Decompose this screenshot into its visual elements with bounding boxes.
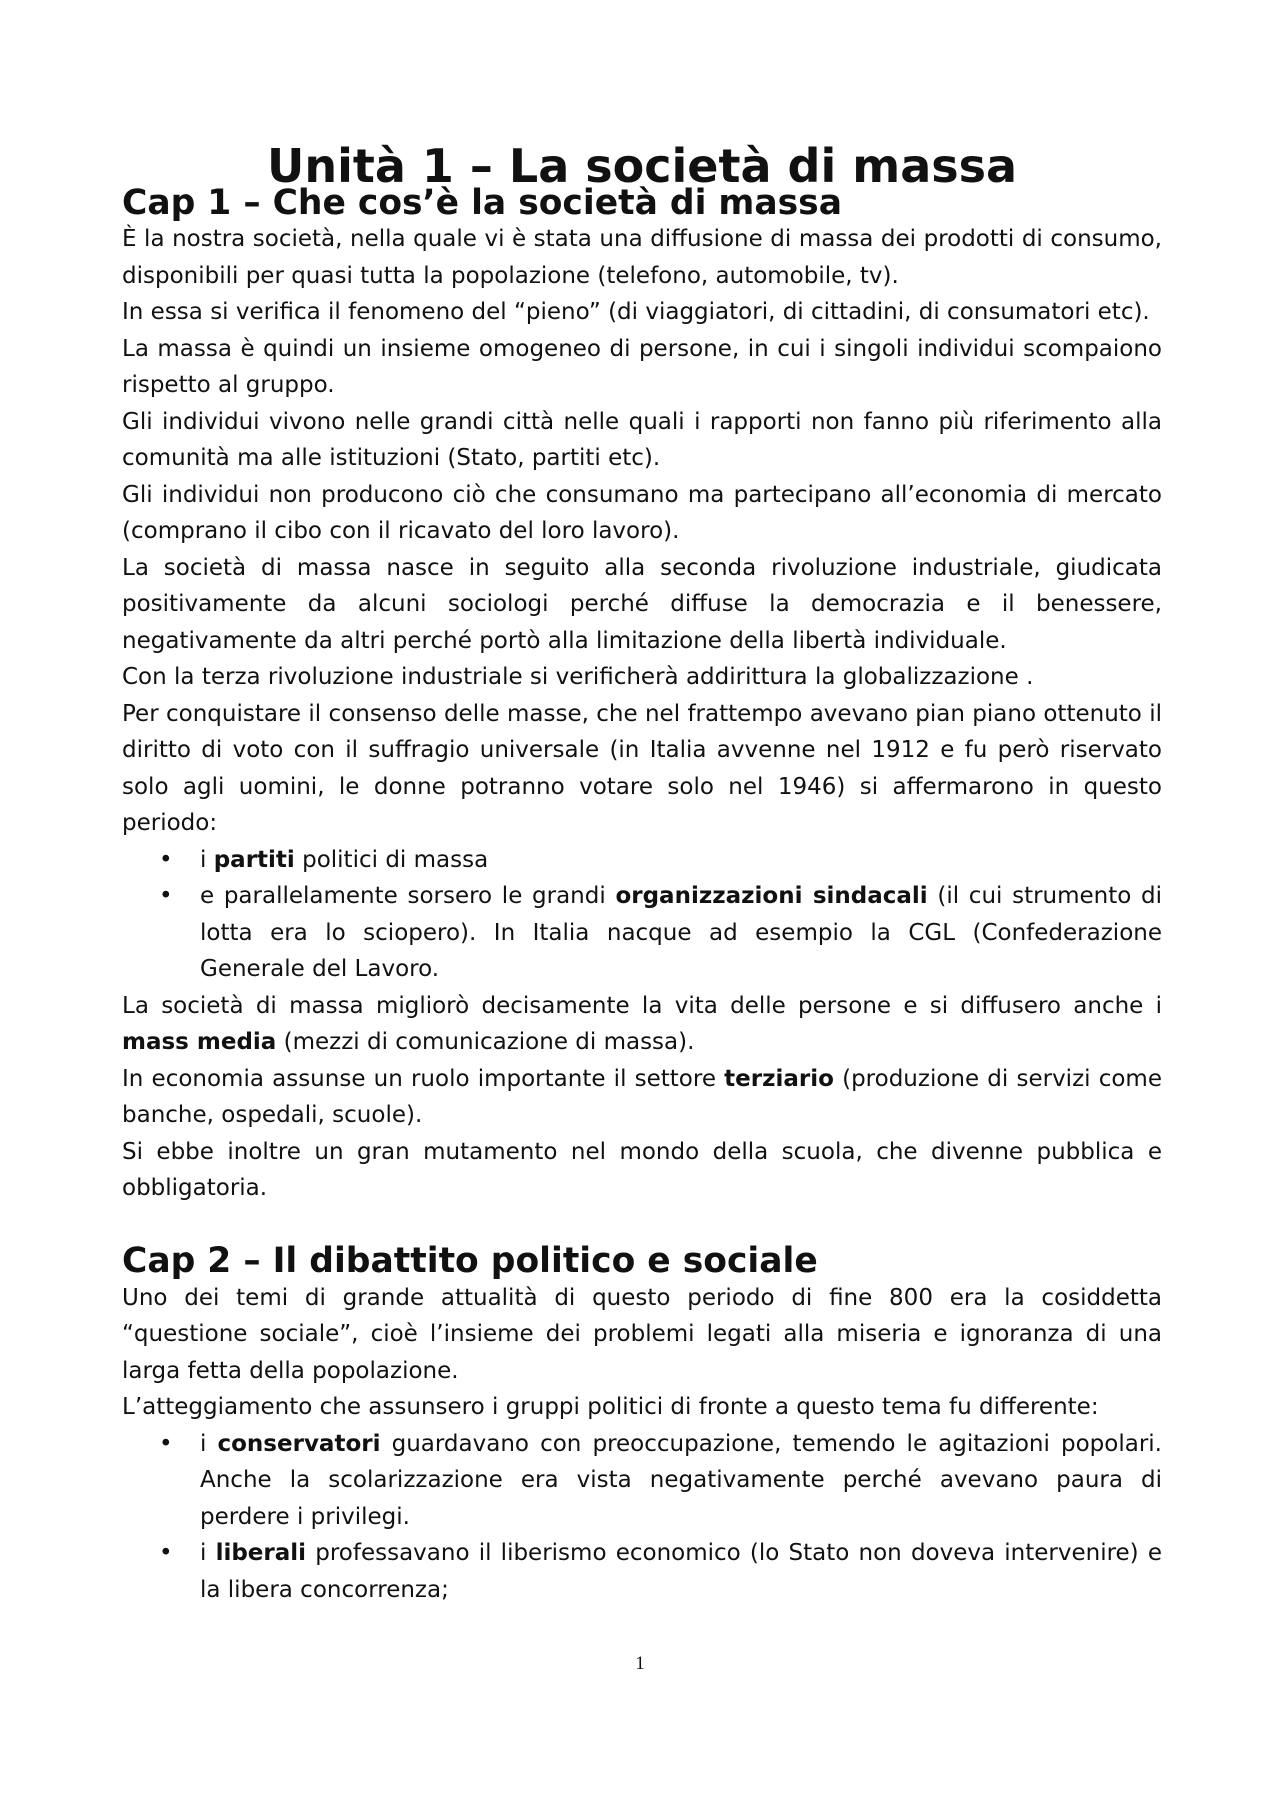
bold-term: terziario <box>724 1065 834 1092</box>
page-number: 1 <box>635 1653 645 1674</box>
text-run: politici di massa <box>294 846 489 873</box>
paragraph: Per conquistare il consenso delle masse, che nel frattempo avevano pian piano ottenuto il diritto di voto con il suffragio universale (in Italia avvenne nel 1912 e fu però riservato solo agli uomini, le donne potranno votare solo nel 1946) si affermarono in questo periodo: <box>122 700 1162 836</box>
paragraph: L’atteggiamento che assunsero i gruppi politici di fronte a questo tema fu differente: <box>122 1394 1099 1420</box>
text-run: professavano il liberismo economico (lo Stato non doveva intervenire) e la libera concorrenza; <box>200 1540 1162 1603</box>
text-run: e parallelamente sorsero le grandi <box>200 883 616 909</box>
bullet-list <box>122 842 1162 988</box>
paragraph: Uno dei temi di grande attualità di questo periodo di fine 800 era la cosiddetta “questione sociale”, cioè l’insieme dei problemi legati alla miseria e ignoranza di una larga fetta della popolazione. <box>122 1284 1162 1384</box>
text-run: i <box>200 1430 218 1457</box>
list-item <box>200 1426 1162 1536</box>
bold-term: partiti <box>213 846 295 873</box>
text-run: (mezzi di comunicazione di massa). <box>276 1029 695 1055</box>
bullet-list <box>122 1426 1162 1609</box>
paragraph <box>122 1061 1162 1134</box>
text-run: La società di massa migliorò decisamente la vita delle persone e si diffusero anche i <box>122 992 1162 1019</box>
text-run: i <box>200 846 214 873</box>
paragraph: Gli individui vivono nelle grandi città nelle quali i rapporti non fanno più riferimento alla comunità ma alle istituzioni (Stato, partiti etc). <box>122 408 1162 471</box>
paragraph: La società di massa nasce in seguito alla seconda rivoluzione industriale, giudicata positivamente da alcuni sociologi perché diffuse la democrazia e il benessere, negativamente da altri perché portò alla limitazione della libertà individuale. <box>122 554 1162 654</box>
text-run: (produzione di servizi come banche, ospedali, scuole). <box>122 1065 1162 1128</box>
page-content <box>122 139 1163 1608</box>
paragraph: Si ebbe inoltre un gran mutamento nel mondo della scuola, che divenne pubblica e obbligatoria. <box>122 1138 1162 1201</box>
bold-term: conservatori <box>217 1430 381 1457</box>
bold-term: liberali <box>215 1540 307 1566</box>
paragraph: In essa si verifica il fenomeno del “pieno” (di viaggiatori, di cittadini, di consumatori etc). <box>122 299 1150 325</box>
bold-term: mass media <box>122 1029 277 1055</box>
text-run: guardavano con preoccupazione, temendo le agitazioni popolari. Anche la scolarizzazione era vista negativamente perché avevano paura di perdere i privilegi. <box>200 1430 1162 1530</box>
chapter-1-heading: Cap 1 – Che cos’è la società di massa <box>122 182 843 223</box>
chapter-2-heading: Cap 2 – Il dibattito politico e sociale <box>122 1241 818 1281</box>
paragraph: È la nostra società, nella quale vi è stata una diffusione di massa dei prodotti di consumo, disponibili per quasi tutta la popolazione (telefono, automobile, tv). <box>122 226 1162 289</box>
text-run: In economia assunse un ruolo importante il settore <box>122 1065 725 1092</box>
text-run: i <box>200 1540 216 1566</box>
list-item <box>200 878 1162 988</box>
list-item <box>200 1535 1162 1608</box>
document-title: Unità 1 – La società di massa <box>266 139 1018 193</box>
paragraph: Con la terza rivoluzione industriale si verificherà addirittura la globalizzazione . <box>122 664 1034 690</box>
paragraph: Gli individui non producono ciò che consumano ma partecipano all’economia di mercato (comprano il cibo con il ricavato del loro lavoro). <box>122 481 1162 544</box>
paragraph: La massa è quindi un insieme omogeneo di persone, in cui i singoli individui scompaiono rispetto al gruppo. <box>122 335 1162 398</box>
paragraph <box>122 988 1162 1061</box>
bold-term: organizzazioni sindacali <box>615 883 928 909</box>
text-run: (il cui strumento di lotta era lo sciopero). In Italia nacque ad esempio la CGL (Confederazione Generale del Lavoro. <box>200 883 1163 982</box>
list-item <box>200 842 1162 879</box>
